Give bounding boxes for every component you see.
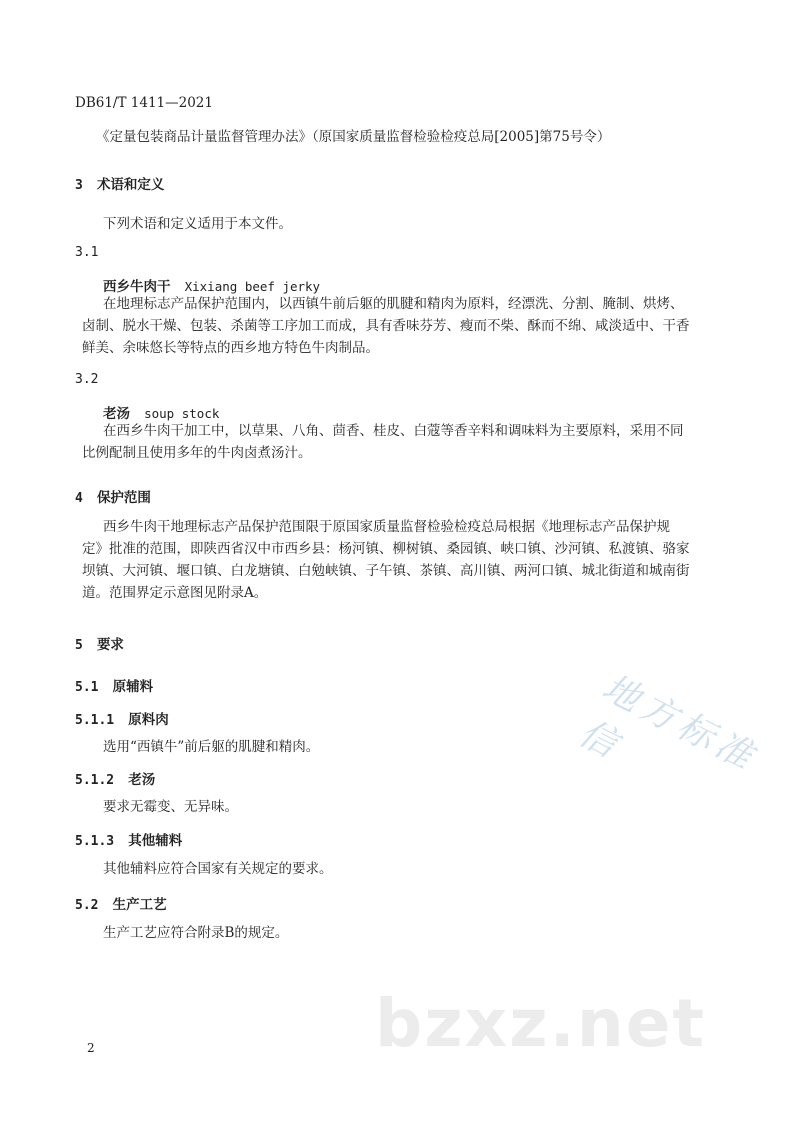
- clause-5-1-1-text: 选用“西镇牛”前后躯的肌腱和精肉。: [103, 739, 320, 755]
- definition-line: 鲜美、余味悠长等特点的西乡地方特色牛肉制品。: [82, 340, 379, 356]
- term-beef-jerky: [103, 275, 320, 295]
- clause-3-1-number: 3.1: [75, 245, 99, 260]
- clause-3-2-number: 3.2: [75, 372, 99, 387]
- clause-5-1-1-heading: [75, 708, 169, 728]
- clause-number: 5.2: [75, 898, 99, 913]
- clause-number: 5.1: [75, 680, 99, 695]
- section-5-heading: [75, 633, 124, 653]
- section-number: 3: [75, 178, 83, 193]
- section-3-intro: 下列术语和定义适用于本文件。: [103, 216, 292, 232]
- paragraph-line: 坝镇、大河镇、堰口镇、白龙塘镇、白勉峡镇、子午镇、茶镇、高川镇、两河口镇、城北街道和城南街: [82, 563, 690, 579]
- stamp-watermark: 地方标准信: [572, 667, 765, 780]
- clause-title: 原辅料: [112, 679, 154, 695]
- definition-line: 卤制、脱水干燥、包装、杀菌等工序加工而成，具有香味芬芳、瘦而不柴、酥而不绵、咸淡适中、干香: [82, 318, 690, 334]
- clause-5-1-3-text: 其他辅料应符合国家有关规定的要求。: [103, 861, 333, 877]
- term-soup-stock: [103, 402, 219, 422]
- clause-5-2-text: 生产工艺应符合附录B的规定。: [103, 925, 289, 941]
- clause-5-2-heading: [75, 893, 167, 913]
- term-english: soup stock: [144, 406, 220, 421]
- term-english: Xixiang beef jerky: [184, 279, 321, 294]
- definition-line: 比例配制且使用多年的牛肉卤煮汤汁。: [82, 445, 312, 461]
- normative-reference: 《定量包装商品计量监督管理办法》（原国家质量监督检验检疫总局[2005]第75号令）: [96, 129, 611, 145]
- section-4-heading: [75, 486, 151, 506]
- paragraph-line: 定》批准的范围，即陕西省汉中市西乡县：杨河镇、柳树镇、桑园镇、峡口镇、沙河镇、私渡镇、骆家: [82, 541, 690, 557]
- clause-5-1-2-text: 要求无霉变、无异味。: [103, 799, 238, 815]
- section-number: 4: [75, 491, 83, 506]
- section-number: 5: [75, 638, 83, 653]
- definition-line: 在西乡牛肉干加工中，以草果、八角、茴香、桂皮、白蔻等香辛料和调味料为主要原料，采用不同: [103, 423, 684, 439]
- clause-title: 老汤: [128, 772, 156, 788]
- paragraph-line: 西乡牛肉干地理标志产品保护范围限于原国家质量监督检验检疫总局根据《地理标志产品保护规: [103, 519, 670, 535]
- section-title: 术语和定义: [96, 177, 165, 193]
- clause-title: 其他辅料: [128, 833, 183, 849]
- clause-title: 原料肉: [128, 712, 169, 728]
- clause-5-1-heading: [75, 675, 153, 695]
- clause-number: 5.1.2: [75, 773, 115, 788]
- section-title: 保护范围: [96, 490, 151, 506]
- paragraph-line: 道。范围界定示意图见附录A。: [82, 585, 268, 601]
- document-code: DB61/T 1411—2021: [75, 95, 213, 111]
- clause-number: 5.1.1: [75, 713, 115, 728]
- clause-5-1-2-heading: [75, 768, 155, 788]
- section-3-heading: [75, 173, 164, 193]
- clause-number: 5.1.3: [75, 834, 115, 849]
- term-chinese: 西乡牛肉干: [103, 279, 171, 295]
- definition-soup-stock: [82, 420, 684, 464]
- section-title: 要求: [96, 637, 124, 653]
- clause-5-1-3-heading: [75, 829, 182, 849]
- definition-beef-jerky: [82, 293, 690, 359]
- site-watermark: bzxz.net: [375, 985, 707, 1062]
- clause-title: 生产工艺: [112, 897, 167, 913]
- term-chinese: 老汤: [103, 406, 130, 422]
- page-number: 2: [87, 1041, 95, 1055]
- definition-line: 在地理标志产品保护范围内，以西镇牛前后躯的肌腱和精肉为原料，经漂洗、分割、腌制、烘烤、: [103, 296, 684, 312]
- protection-scope-text: [82, 516, 690, 604]
